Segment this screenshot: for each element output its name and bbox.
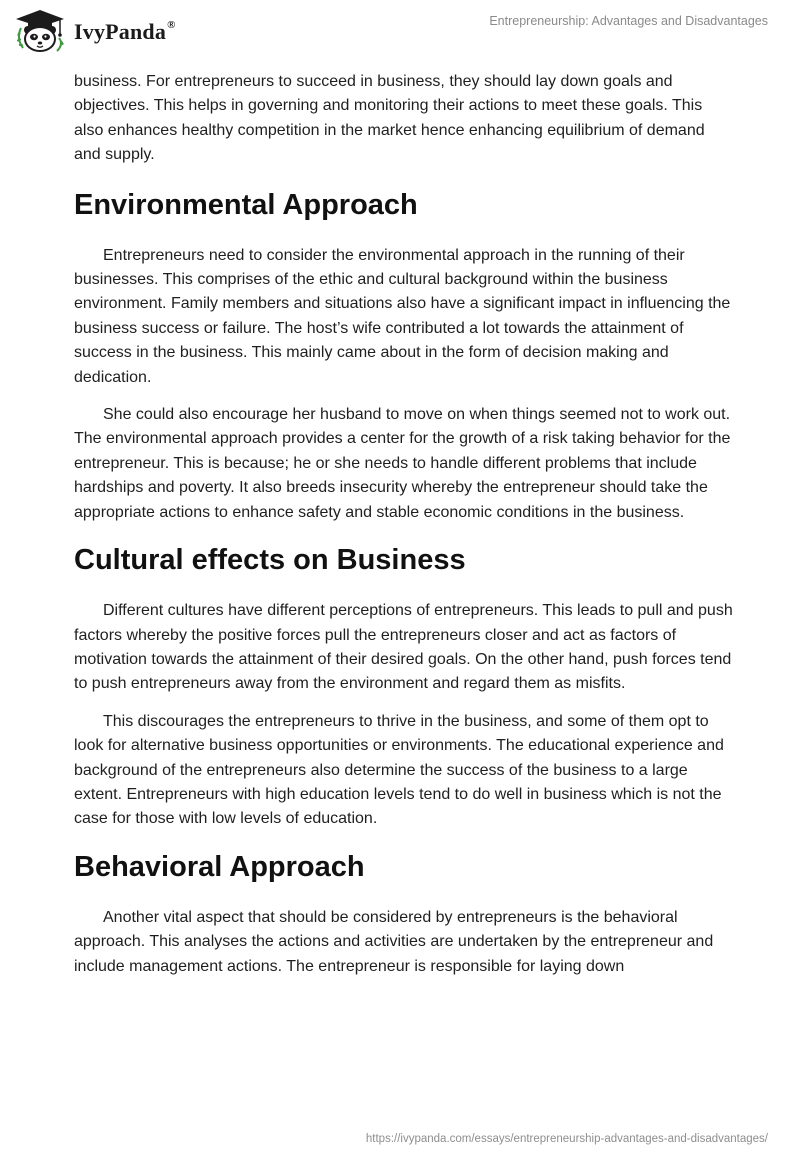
- intro-paragraph: business. For entrepreneurs to succeed in business, they should lay down goals and objectives. This helps in governing and monitoring their actions to meet these goals. This also enhances healthy competition in the market hence enhancing equilibrium of demand and supply.: [74, 73, 705, 164]
- section-heading-cultural: Cultural effects on Business: [74, 544, 466, 577]
- section-paragraph: She could also encourage her husband to move on when things seemed not to work out. The environmental approach provides a center for the growth of a risk taking behavior for the entrepreneur. This is because; he or she needs to handle different problems that include hardships and poverty. It also breeds insecurity whereby the entrepreneur should take the appropriate actions to enhance safety and stable economic conditions in the business.: [74, 406, 731, 521]
- section-paragraph: Different cultures have different perceptions of entrepreneurs. This leads to pull and push factors whereby the positive forces pull the entrepreneurs closer and act as factors of motivation towards the attainment of their desired goals. On the other hand, push forces tend to push entrepreneurs away from the environment and regard them as misfits.: [74, 602, 733, 693]
- section-paragraph: Entrepreneurs need to consider the environmental approach in the running of their businesses. This comprises of the ethic and cultural background within the business environment. Family members and situations also have a significant impact in influencing the business success or failure. The host’s wife contributed a lot towards the attainment of success in the business. This mainly came about in the form of decision making and dedication.: [74, 246, 731, 386]
- section-heading-environmental: Environmental Approach: [74, 188, 418, 221]
- page-header: [0, 0, 800, 62]
- section-heading-behavioral: Behavioral Approach: [74, 850, 365, 883]
- section-paragraph: Another vital aspect that should be considered by entrepreneurs is the behavioral approach. This analyses the actions and activities are undertaken by the entrepreneur and include management actions. The entrepreneur is responsible for laying down: [74, 908, 714, 975]
- panda-graduate-icon: [14, 8, 66, 54]
- section-paragraph: This discourages the entrepreneurs to thrive in the business, and some of them opt to look for alternative business opportunities or environments. The educational experience and background of the entrepreneurs also determine the success of the business to a large extent. Entrepreneurs with high education levels tend to do well in business which is not the case for those with low levels of education.: [74, 712, 724, 828]
- registered-mark: ®: [167, 18, 176, 31]
- ivypanda-logo[interactable]: [14, 8, 176, 54]
- source-url[interactable]: https://ivypanda.com/essays/entrepreneurship-advantages-and-disadvantages/: [365, 1133, 768, 1145]
- document-title: Entrepreneurship: Advantages and Disadvantages: [489, 14, 768, 28]
- essay-body: [74, 70, 734, 992]
- brand-name: IvyPanda®: [74, 18, 176, 44]
